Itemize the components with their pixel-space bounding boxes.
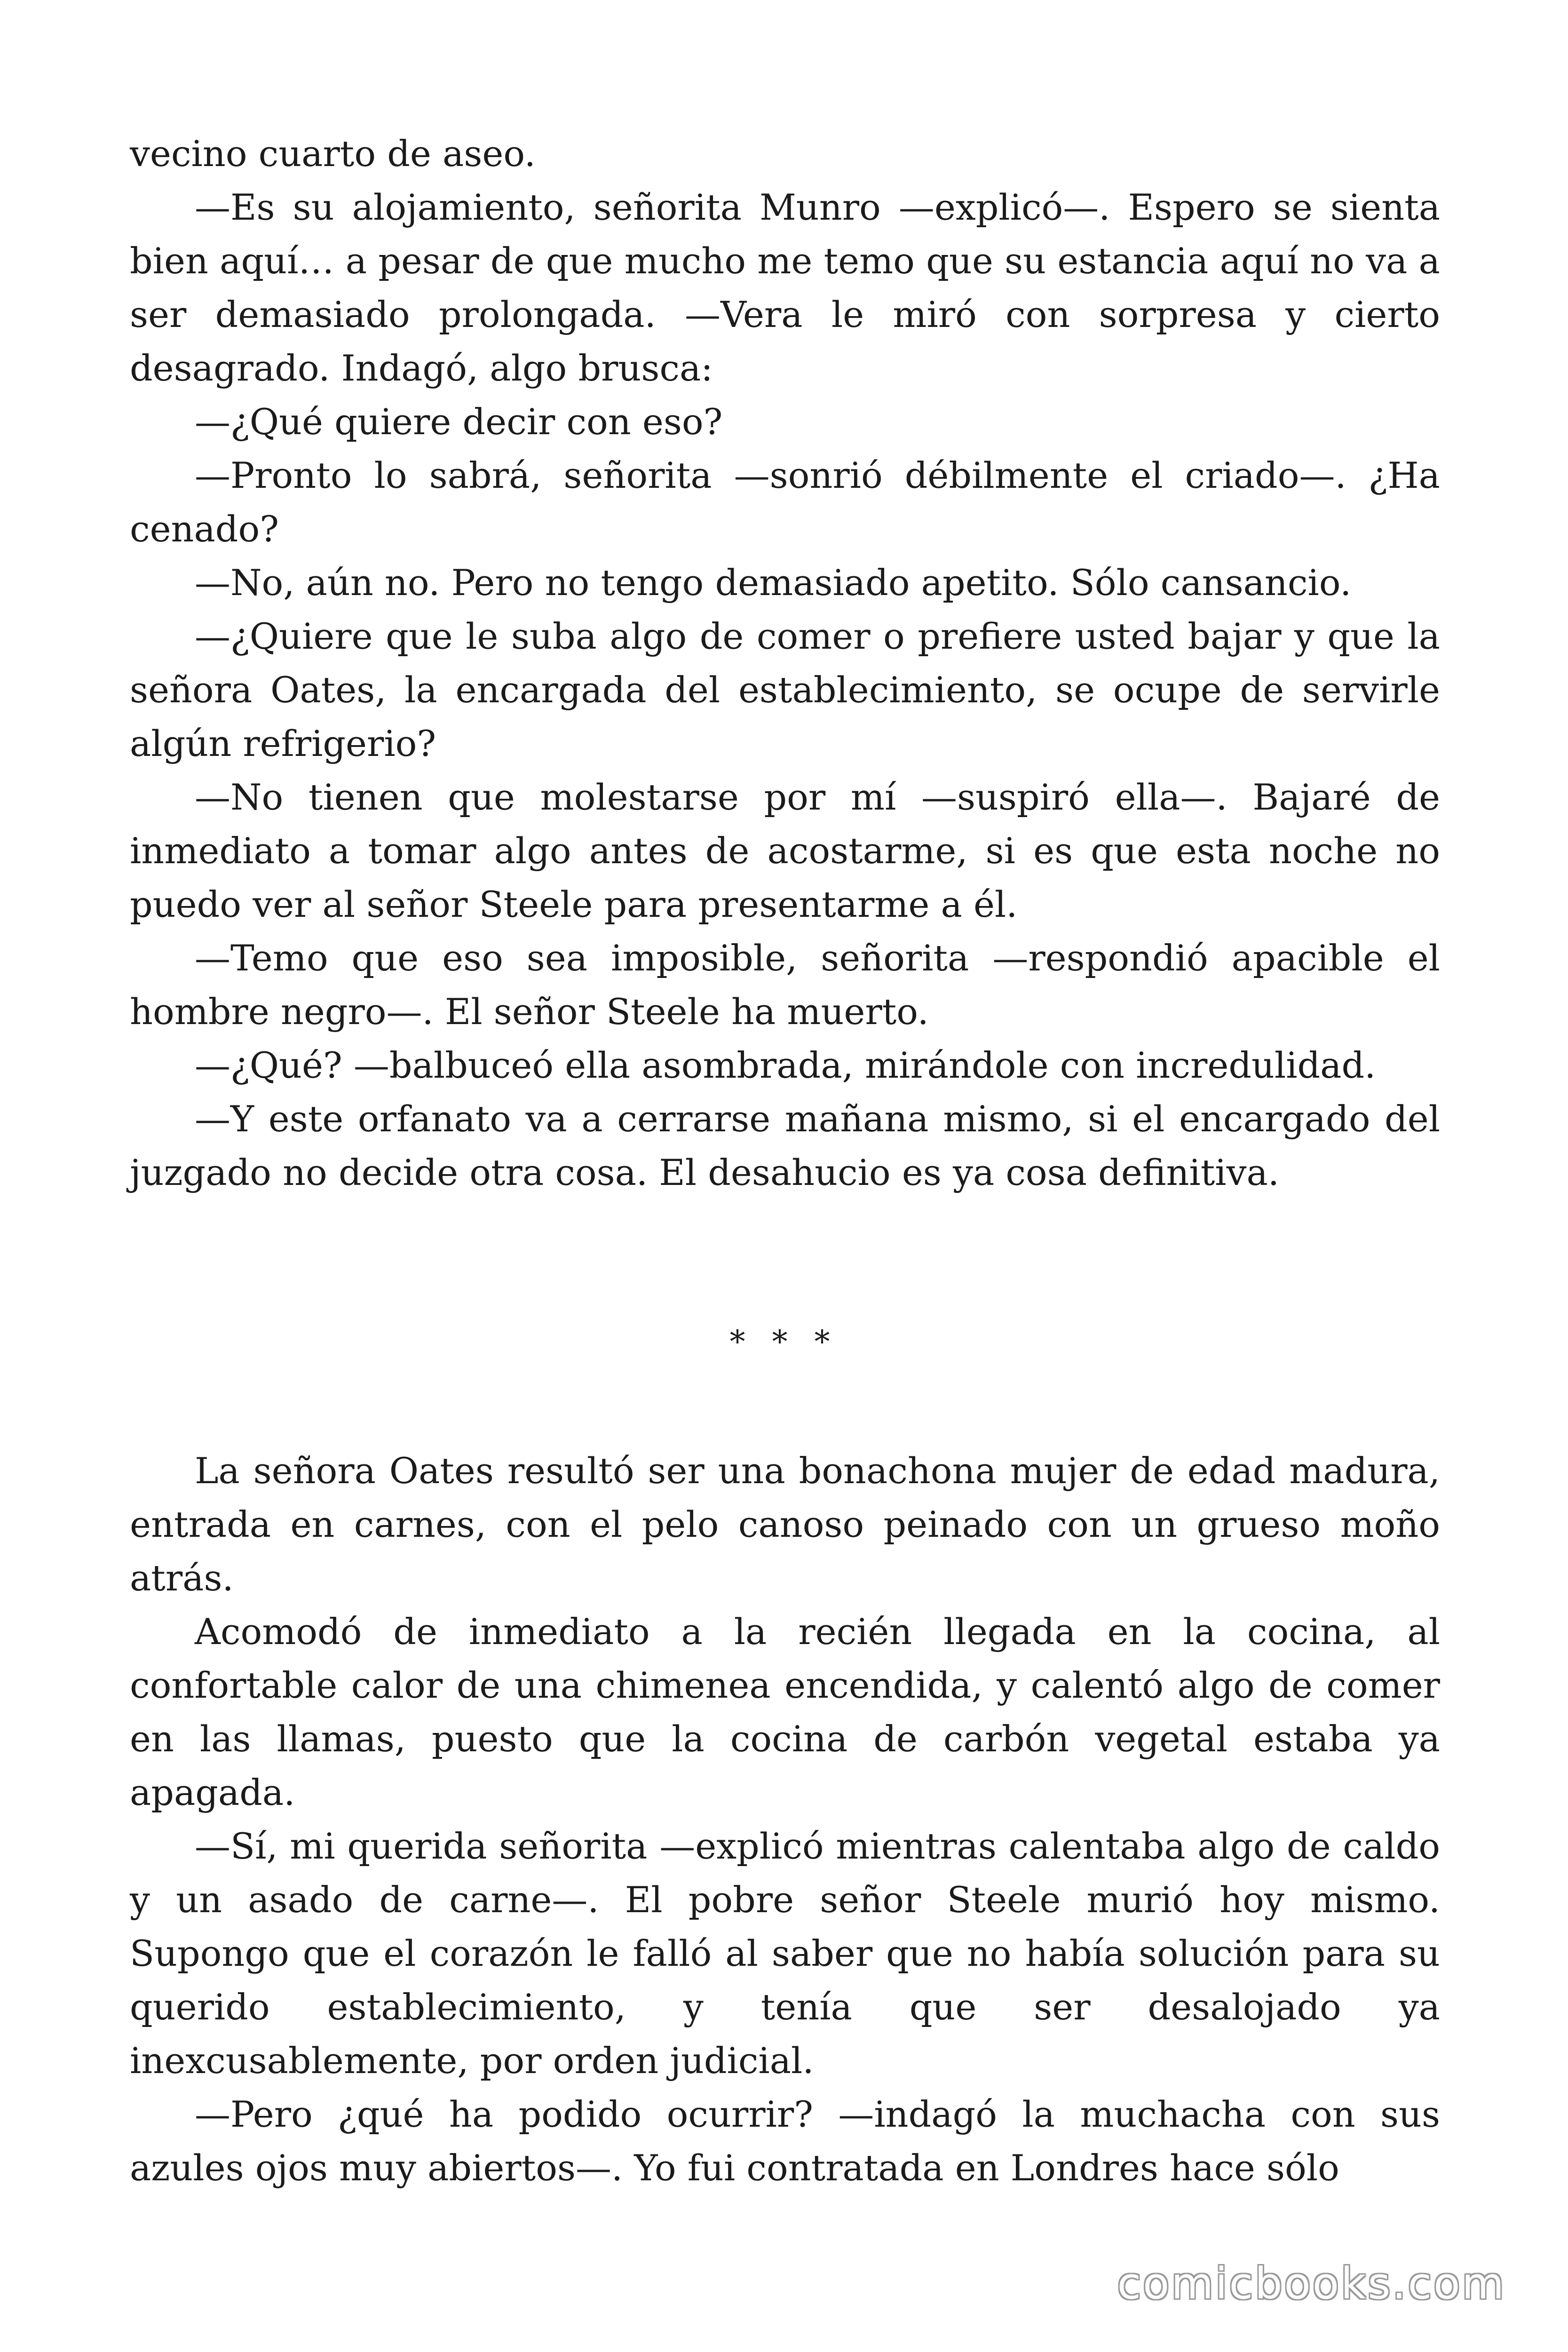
paragraph: —¿Qué quiere decir con eso? (195, 401, 723, 443)
paragraph: —No tienen que molestarse por mí —suspiró ella—. Bajaré de inmediato a tomar algo antes de acostarme, si es que esta noche no puedo ver al señor Steele para presentarme a él. (130, 776, 1440, 925)
paragraph: La señora Oates resultó ser una bonachona mujer de edad madura, entrada en carnes, con el pelo canoso peinado con un grueso moño atrás. (130, 1450, 1440, 1599)
section-separator: * * * (729, 1324, 839, 1360)
paragraph: —Y este orfanato va a cerrarse mañana mismo, si el encargado del juzgado no decide otra cosa. El desahucio es ya cosa definitiva. (130, 1098, 1440, 1193)
paragraph-continuation: vecino cuarto de aseo. (130, 133, 536, 175)
paragraph: —Es su alojamiento, señorita Munro —explicó—. Espero se sienta bien aquí… a pesar de que mucho me temo que su estancia aquí no va a ser demasiado prolongada. —Vera le miró con sorpresa y cierto desagrado. Indagó, algo brusca: (130, 186, 1440, 389)
paragraph: Acomodó de inmediato a la recién llegada en la cocina, al confortable calor de una chimenea encendida, y calentó algo de comer en las llamas, puesto que la cocina de carbón vegetal estaba ya apagada. (130, 1611, 1440, 1813)
paragraph: —Pero ¿qué ha podido ocurrir? —indagó la muchacha con sus azules ojos muy abiertos—. Yo fui contratada en Londres hace sólo (130, 2093, 1440, 2189)
bottom-text-block (130, 1444, 1440, 2195)
paragraph: —Sí, mi querida señorita —explicó mientras calentaba algo de caldo y un asado de carne—. El pobre señor Steele murió hoy mismo. Supongo que el corazón le falló al saber que no había solución para su querido establecimiento, y tenía que ser desalojado ya inexcusablemente, por orden judicial. (130, 1825, 1440, 2082)
paragraph: —Temo que eso sea imposible, señorita —respondió apacible el hombre negro—. El señor Steele ha muerto. (130, 937, 1440, 1033)
watermark: comicbooks.com (1117, 2258, 1506, 2309)
paragraph: —¿Quiere que le suba algo de comer o prefiere usted bajar y que la señora Oates, la encargada del establecimiento, se ocupe de servirle algún refrigerio? (130, 615, 1440, 764)
paragraph: —¿Qué? —balbuceó ella asombrada, mirándole con incredulidad. (195, 1044, 1376, 1086)
top-text-block (130, 127, 1440, 1200)
paragraph: —Pronto lo sabrá, señorita —sonrió débilmente el criado—. ¿Ha cenado? (130, 454, 1440, 550)
paragraph: —No, aún no. Pero no tengo demasiado apetito. Sólo cansancio. (195, 562, 1352, 604)
